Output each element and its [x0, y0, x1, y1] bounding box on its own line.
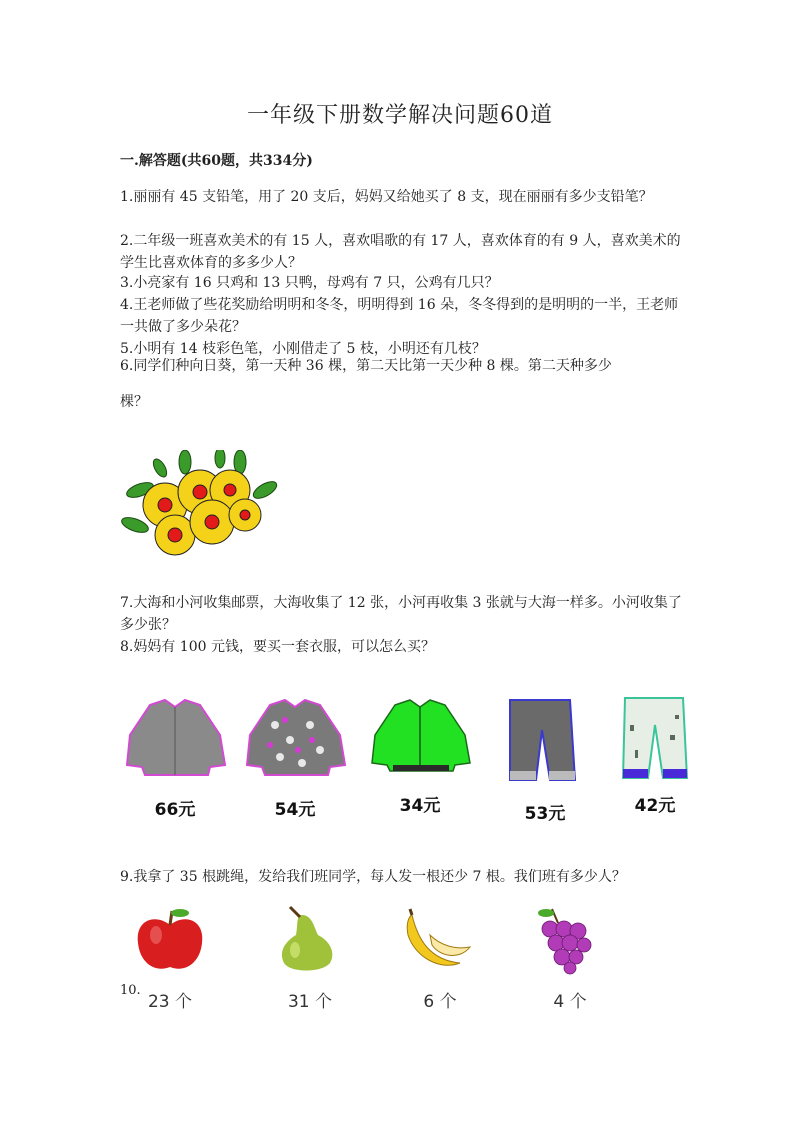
fruit-item	[530, 905, 620, 1015]
price-label: 66元	[154, 800, 196, 820]
question-8: 8.妈妈有 100 元钱，要买一套衣服，可以怎么买？	[120, 639, 435, 655]
question-2: 2.二年级一班喜欢美术的有 15 人，喜欢唱歌的有 17 人，喜欢体育的有 9 人，喜欢美术的学生比喜欢体育的多多少人？	[120, 233, 681, 271]
jacket-dotted-icon	[240, 695, 350, 785]
section-heading: 一.解答题(共60题，共334分)	[120, 153, 313, 169]
pear-icon	[270, 905, 350, 975]
fruit-count: 23 个	[147, 992, 193, 1012]
clothing-item	[615, 695, 725, 830]
clothing-item	[365, 695, 475, 830]
clothing-item	[240, 695, 350, 830]
question-3: 3.小亮家有 16 只鸡和 13 只鸭，母鸡有 7 只，公鸡有几只？	[120, 275, 499, 291]
clothes-row	[120, 695, 700, 830]
question-4: 4.王老师做了些花奖励给明明和冬冬，明明得到 16 朵，冬冬得到的是明明的一半，王老师一共做了多少朵花？	[120, 297, 679, 335]
jacket-green-icon	[365, 695, 475, 785]
price-label: 42元	[634, 796, 676, 816]
clothing-item	[120, 695, 230, 830]
fruit-count: 31 个	[287, 992, 333, 1012]
question-9: 9.我拿了 35 根跳绳，发给我们班同学，每人发一根还少 7 根。我们班有多少人？	[120, 869, 626, 885]
pants-gray-icon	[500, 695, 590, 785]
fruit-item	[400, 905, 490, 1015]
fruit-item	[130, 905, 220, 1015]
fruit-item	[270, 905, 360, 1015]
page-title: 一年级下册数学解决问题60道	[247, 103, 553, 128]
fruit-count: 6 个	[423, 992, 457, 1012]
fruits-row	[120, 905, 640, 1015]
fruit-count: 4 个	[553, 992, 587, 1012]
price-label: 53元	[524, 804, 566, 824]
question-5: 5.小明有 14 枝彩色笔，小刚借走了 5 枝，小明还有几枝？	[120, 341, 486, 357]
price-label: 34元	[399, 796, 441, 816]
apple-icon	[130, 905, 210, 975]
price-label: 54元	[274, 800, 316, 820]
flowers-illustration	[120, 450, 280, 560]
jacket-gray-icon	[120, 695, 230, 785]
question-7: 7.大海和小河收集邮票，大海收集了 12 张，小河再收集 3 张就与大海一样多。小河收集了多少张？	[120, 595, 682, 633]
question-6-cont: 棵？	[120, 394, 148, 410]
question-6: 6.同学们种向日葵，第一天种 36 棵，第二天比第一天少种 8 棵。第二天种多少	[120, 358, 612, 374]
clothing-item	[500, 695, 610, 830]
pants-white-icon	[615, 695, 695, 785]
banana-icon	[400, 905, 480, 975]
grapes-icon	[530, 905, 610, 975]
question-10-label: 10.	[120, 983, 141, 998]
question-1: 1.丽丽有 45 支铅笔，用了 20 支后，妈妈又给她买了 8 支，现在丽丽有多少支铅笔？	[120, 189, 653, 205]
